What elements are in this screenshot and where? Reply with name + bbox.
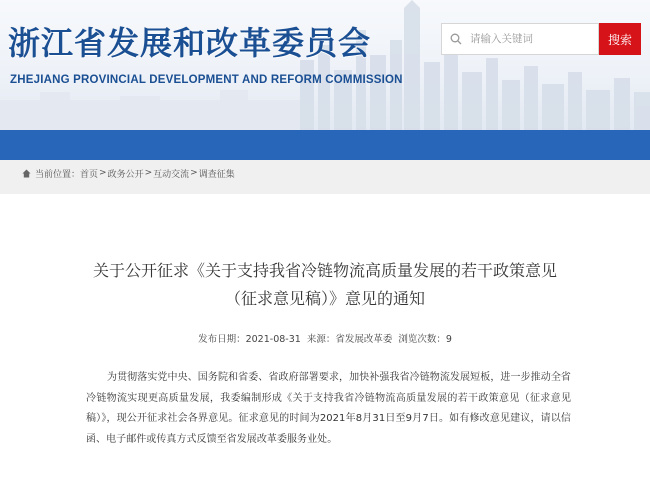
breadcrumb: [0, 160, 650, 186]
breadcrumb-link-survey[interactable]: 调查征集: [198, 169, 235, 180]
article-title: 关于公开征求《关于支持我省冷链物流高质量发展的若干政策意见（征求意见稿）》意见的通知: [92, 261, 557, 308]
site-title-cn: 浙江省发展和改革委员会: [8, 24, 372, 62]
breadcrumb-link-gov-affairs[interactable]: 政务公开: [107, 169, 144, 180]
breadcrumb-separator: >: [190, 168, 198, 178]
views-label: 浏览次数：: [398, 334, 446, 345]
search-box[interactable]: [441, 23, 599, 55]
breadcrumb-label: 当前位置：: [35, 169, 81, 180]
search-bar: [441, 23, 641, 55]
article: [0, 194, 650, 488]
site-header: [0, 0, 650, 130]
publish-date: 2021-08-31: [245, 334, 301, 345]
article-body: 为贯彻落实党中央、国务院和省委、省政府部署要求，加快补强我省冷链物流发展短板，进一步推动全省冷链物流实现更高质量发展，我委编制形成《关于支持我省冷链物流高质量发展的若干政策意见（征求意见稿）》，现公开征求社会各界意见。征求意见的时间为2021年8月31日至9月7日。如有修改意见建议，请以信函、电子邮件或传真方式反馈至省发展改革委服务业处。: [86, 372, 571, 445]
breadcrumb-link-home[interactable]: 首页: [80, 169, 99, 180]
breadcrumb-link-interaction[interactable]: 互动交流: [153, 169, 190, 180]
search-button[interactable]: 搜索: [599, 23, 641, 55]
source-value: 省发展改革委: [335, 334, 393, 345]
breadcrumb-separator: >: [144, 168, 153, 178]
date-label: 发布日期：: [198, 334, 246, 345]
home-icon: [22, 169, 31, 178]
source-label: 来源：: [306, 334, 336, 345]
search-icon: [450, 33, 462, 45]
main-nav-bar: [0, 130, 650, 160]
breadcrumb-separator: >: [99, 168, 107, 178]
section-gap: [0, 186, 650, 194]
search-input[interactable]: [468, 32, 572, 46]
article-meta: [0, 331, 650, 345]
site-title-en: ZHEJIANG PROVINCIAL DEVELOPMENT AND REFORM COMMISSION: [10, 74, 403, 86]
views-count: 9: [445, 334, 452, 345]
